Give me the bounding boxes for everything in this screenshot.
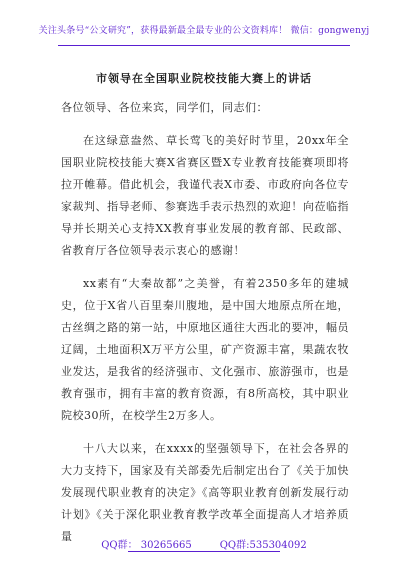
footer-links: [0, 536, 408, 551]
header-divider: [58, 45, 350, 46]
salutation: 各位领导、各位来宾，同学们，同志们：: [61, 101, 268, 114]
footer-divider: [128, 551, 280, 552]
paragraph-2: xx素有“大秦故都”之美誉，有着2350多年的建城史，位于X省八百里秦川腹地，是中国大地原点所在地，古丝绸之路的第一站，中原地区通往大西北的要冲，幅员辽阔，土地面积X万平方公里，矿产资源丰富，果蔬农牧业发达，是我省的经济强市、文化强市、旅游强市，也是教育强市，拥有丰富的教育资源，有8所高校，其中职业院校30所，在校学生2万多人。: [61, 277, 349, 422]
qq-group-2[interactable]: QQ群:535304092: [219, 540, 307, 551]
header-banner: 关注头条号“公文研究”，获得最新最全最专业的公文资料库！ 微信：gongwenyj: [38, 26, 370, 36]
paragraph-1: 在这绿意盎然、草长莺飞的美好时节里，20xx年全国职业院校技能大赛X省赛区暨X专业教育技能赛项即将拉开帷幕。借此机会，我谨代表X市委、市政府向各位专家裁判、指导老师、参赛选手表示热烈的欢迎！向莅临指导并长期关心支持XX教育事业发展的教育部、民政部、省教育厅各位领导表示衷心的感谢！: [61, 134, 349, 257]
paragraph-3: 十八大以来，在xxxx的坚强领导下，在社会各界的大力支持下，国家及有关部委先后制定出台了《关于加快发展现代职业教育的决定》《高等职业教育创新发展行动计划》《关于深化职业教育教学改革全面提高人才培养质量: [61, 442, 349, 543]
qq-group-1[interactable]: QQ群： 30265665: [101, 540, 192, 551]
document-body: [61, 97, 349, 548]
document-title: 市领导在全国职业院校技能大赛上的讲话: [96, 72, 312, 85]
